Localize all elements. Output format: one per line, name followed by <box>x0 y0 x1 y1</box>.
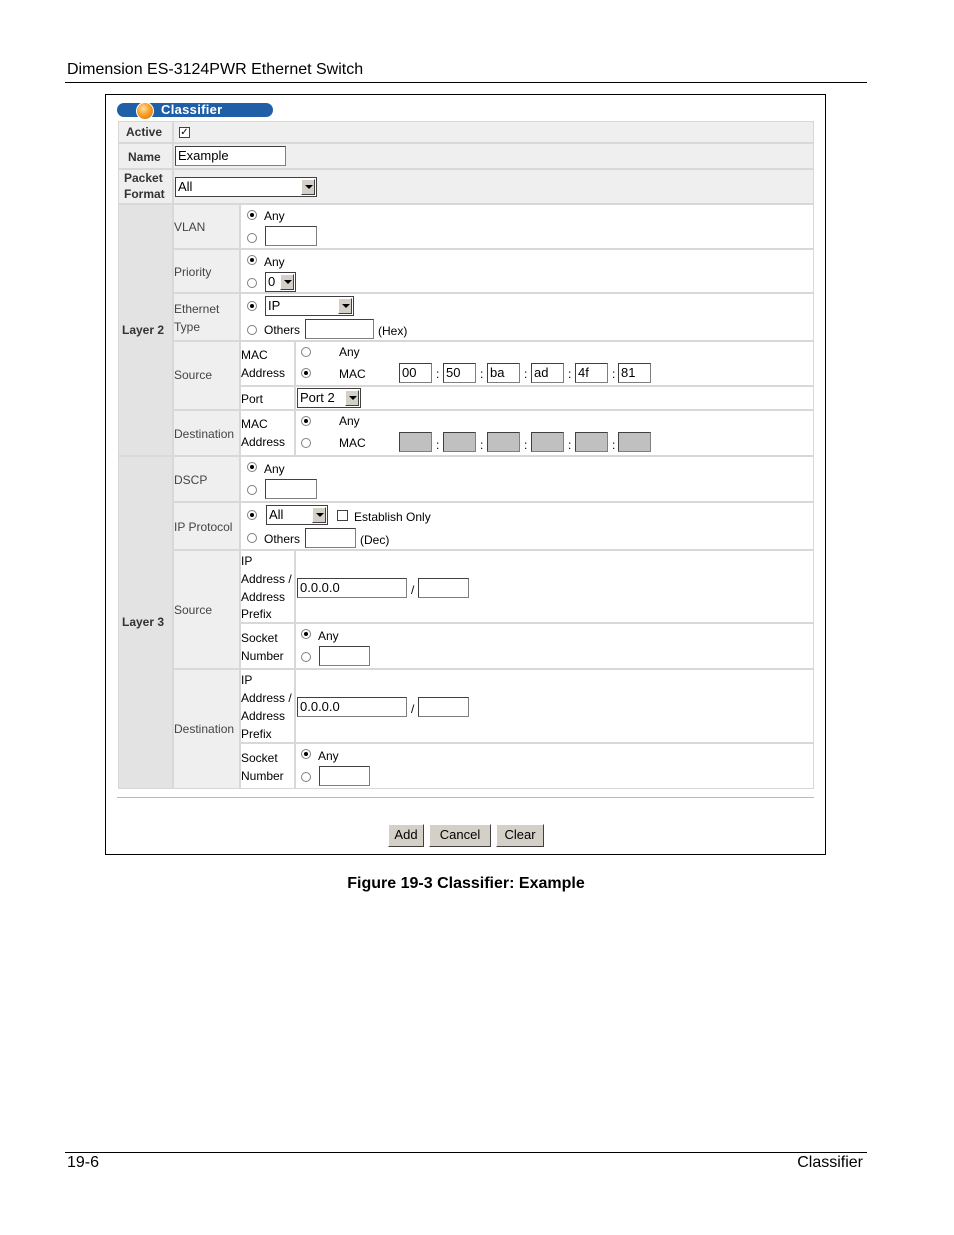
packet-format-value: All <box>178 179 193 194</box>
chevron-down-icon <box>312 507 326 523</box>
l2-src-mac-label-cell <box>240 341 295 386</box>
dscp-label: DSCP <box>174 473 208 487</box>
ethernet-type-others-input[interactable] <box>305 319 374 339</box>
ip-protocol-value-cell <box>240 502 814 550</box>
l3-destination-label: Destination <box>174 722 235 736</box>
src-port-select[interactable] <box>297 388 361 408</box>
l3-dst-ip-label-cell <box>240 669 295 743</box>
packet-format-value-cell <box>173 169 814 204</box>
l3-src-socket-label-2: Number <box>241 649 284 663</box>
active-label-cell <box>118 121 173 143</box>
l3-src-socket-label-1: Socket <box>241 631 278 645</box>
src-mac-octet-6[interactable]: 81 <box>618 363 651 383</box>
l2-source-label: Source <box>174 368 213 382</box>
l2-src-mac-label-1: MAC <box>241 348 268 362</box>
l2-src-mac-mac-radio[interactable] <box>301 368 311 378</box>
layer2-group-cell <box>118 204 173 456</box>
src-socket-any-label: Any <box>318 629 339 643</box>
dec-label: (Dec) <box>360 533 390 547</box>
document-header: Dimension ES-3124PWR Ethernet Switch <box>67 61 364 78</box>
cancel-button[interactable]: Cancel <box>429 824 491 847</box>
packet-format-label-2: Format <box>124 187 165 201</box>
name-label-cell <box>118 143 173 169</box>
l3-dst-ip-value-cell <box>295 669 814 743</box>
mac-colon: : <box>436 367 440 381</box>
vlan-label-cell <box>173 204 240 249</box>
figure-caption: Figure 19-3 Classifier: Example <box>347 875 585 892</box>
vlan-label: VLAN <box>174 220 206 234</box>
vlan-value-cell <box>240 204 814 249</box>
name-value-cell <box>173 143 814 169</box>
l3-dst-ip-label-4: Prefix <box>241 727 272 741</box>
l3-src-ip-label-3: Address <box>241 590 286 604</box>
mac-colon: : <box>568 367 572 381</box>
src-prefix-input[interactable] <box>418 578 469 598</box>
establish-only-label: Establish Only <box>354 510 431 524</box>
chevron-down-icon <box>345 390 359 406</box>
mac-colon: : <box>436 438 440 452</box>
src-mac-octet-3[interactable]: ba <box>487 363 520 383</box>
ip-protocol-others-label: Others <box>264 532 301 546</box>
dst-mac-octet-4[interactable] <box>531 432 564 452</box>
ip-protocol-value: All <box>269 507 284 522</box>
l2-dst-mac-value-cell <box>295 410 814 456</box>
hex-label: (Hex) <box>378 324 408 338</box>
ethernet-type-others-radio[interactable] <box>247 325 257 335</box>
dscp-any-label: Any <box>264 462 285 476</box>
l3-dst-socket-label-1: Socket <box>241 751 278 765</box>
priority-label: Priority <box>174 265 212 279</box>
priority-label-cell <box>173 249 240 293</box>
priority-custom-radio[interactable] <box>247 278 257 288</box>
dst-mac-octet-2[interactable] <box>443 432 476 452</box>
ethernet-type-ip-radio[interactable] <box>247 301 257 311</box>
dst-socket-any-radio[interactable] <box>301 749 311 759</box>
header-rule <box>65 82 867 83</box>
l3-source-label-cell <box>173 550 240 669</box>
ethernet-type-label-1: Ethernet <box>174 302 220 316</box>
src-mac-octet-1[interactable]: 00 <box>399 363 432 383</box>
ethernet-type-select[interactable] <box>265 296 354 316</box>
dscp-label-cell <box>173 456 240 502</box>
mac-colon: : <box>612 438 616 452</box>
src-mac-octet-4[interactable]: ad <box>531 363 564 383</box>
orange-ball-icon <box>136 102 154 120</box>
dst-mac-octet-1[interactable] <box>399 432 432 452</box>
chevron-down-icon <box>338 298 352 314</box>
dst-mac-octet-6[interactable] <box>618 432 651 452</box>
l2-dst-mac-label-cell <box>240 410 295 456</box>
ip-protocol-others-radio[interactable] <box>247 533 257 543</box>
src-port-value: Port 2 <box>300 390 335 405</box>
dst-socket-custom-radio[interactable] <box>301 772 311 782</box>
ethernet-type-label-cell <box>173 293 240 341</box>
ip-protocol-select[interactable] <box>266 505 328 525</box>
l2-src-mac-mac-label: MAC <box>339 367 366 381</box>
l2-src-port-label-cell <box>240 386 295 410</box>
layer3-group-cell <box>118 456 173 789</box>
l2-dst-mac-mac-label: MAC <box>339 436 366 450</box>
dscp-input[interactable] <box>265 479 317 499</box>
l2-src-mac-value-cell <box>295 341 814 386</box>
l3-src-socket-value-cell <box>295 623 814 669</box>
dst-prefix-input[interactable] <box>418 697 469 717</box>
l2-dst-mac-label-1: MAC <box>241 417 268 431</box>
l3-dst-ip-label-2: Address / <box>241 691 292 705</box>
layer2-label: Layer 2 <box>122 323 165 337</box>
l3-dst-socket-label-2: Number <box>241 769 284 783</box>
page-number: 19-6 <box>67 1154 100 1171</box>
vlan-input[interactable] <box>265 226 317 246</box>
packet-format-label-cell <box>118 169 173 204</box>
dst-socket-input[interactable] <box>319 766 370 786</box>
dst-mac-octet-3[interactable] <box>487 432 520 452</box>
mac-colon: : <box>524 438 528 452</box>
l2-dst-mac-any-radio[interactable] <box>301 416 311 426</box>
l2-src-port-value-cell <box>295 386 814 410</box>
src-mac-octet-5[interactable]: 4f <box>575 363 608 383</box>
ip-protocol-others-input[interactable] <box>305 528 356 548</box>
packet-format-label-1: Packet <box>124 171 163 185</box>
l2-src-mac-any-label: Any <box>339 345 360 359</box>
mac-colon: : <box>480 367 484 381</box>
dscp-custom-radio[interactable] <box>247 485 257 495</box>
l3-src-ip-label-2: Address / <box>241 572 292 586</box>
vlan-custom-radio[interactable] <box>247 233 257 243</box>
src-socket-input[interactable] <box>319 646 370 666</box>
l2-dst-mac-mac-radio[interactable] <box>301 438 311 448</box>
ethernet-type-value-cell <box>240 293 814 341</box>
panel-title: Classifier <box>161 102 223 117</box>
src-socket-custom-radio[interactable] <box>301 652 311 662</box>
packet-format-select[interactable] <box>175 177 317 197</box>
l3-src-ip-value-cell <box>295 550 814 623</box>
button-separator <box>117 797 814 798</box>
dscp-any-radio[interactable] <box>247 462 257 472</box>
priority-value: 0 <box>268 274 276 289</box>
l3-destination-label-cell <box>173 669 240 789</box>
dst-socket-any-label: Any <box>318 749 339 763</box>
dscp-value-cell <box>240 456 814 502</box>
dst-ip-input[interactable]: 0.0.0.0 <box>297 697 407 717</box>
priority-any-label: Any <box>264 255 285 269</box>
l3-src-ip-label-1: IP <box>241 554 253 568</box>
slash-label: / <box>411 702 415 716</box>
clear-button[interactable]: Clear <box>496 824 544 847</box>
mac-colon: : <box>480 438 484 452</box>
ethernet-type-others-label: Others <box>264 323 301 337</box>
chapter-name: Classifier <box>797 1154 863 1171</box>
mac-colon: : <box>524 367 528 381</box>
name-label: Name <box>128 150 161 164</box>
src-ip-input[interactable]: 0.0.0.0 <box>297 578 407 598</box>
footer-rule <box>65 1152 867 1153</box>
mac-colon: : <box>568 438 572 452</box>
l3-dst-ip-label-1: IP <box>241 673 253 687</box>
src-mac-octet-2[interactable]: 50 <box>443 363 476 383</box>
establish-only-checkbox[interactable] <box>337 510 348 521</box>
l2-src-mac-any-radio[interactable] <box>301 347 311 357</box>
add-button[interactable]: Add <box>388 824 424 847</box>
active-checkbox[interactable]: ✓ <box>180 127 189 138</box>
l3-src-ip-label-4: Prefix <box>241 607 272 621</box>
l3-src-ip-label-cell <box>240 550 295 623</box>
name-input[interactable]: Example <box>175 146 286 166</box>
l2-source-label-cell <box>173 341 240 410</box>
priority-value-cell <box>240 249 814 293</box>
l3-dst-ip-label-3: Address <box>241 709 286 723</box>
src-socket-any-radio[interactable] <box>301 629 311 639</box>
l3-dst-socket-value-cell <box>295 743 814 789</box>
priority-any-radio[interactable] <box>247 255 257 265</box>
l2-dst-mac-any-label: Any <box>339 414 360 428</box>
active-value-cell <box>173 121 814 143</box>
l2-destination-label: Destination <box>174 427 235 441</box>
dst-mac-octet-5[interactable] <box>575 432 608 452</box>
chevron-down-icon <box>280 274 294 290</box>
ip-protocol-label: IP Protocol <box>174 520 233 534</box>
priority-select[interactable] <box>265 272 296 292</box>
slash-label: / <box>411 583 415 597</box>
vlan-any-radio[interactable] <box>247 210 257 220</box>
l3-dst-socket-label-cell <box>240 743 295 789</box>
l2-dst-mac-label-2: Address <box>241 435 286 449</box>
l3-src-socket-label-cell <box>240 623 295 669</box>
l3-source-label: Source <box>174 603 213 617</box>
l2-src-port-label: Port <box>241 392 264 406</box>
l2-destination-label-cell <box>173 410 240 456</box>
layer3-label: Layer 3 <box>122 615 165 629</box>
active-label: Active <box>126 125 163 139</box>
chevron-down-icon <box>301 179 315 195</box>
ethernet-type-value: IP <box>268 298 281 313</box>
ip-protocol-select-radio[interactable] <box>247 510 257 520</box>
l2-src-mac-label-2: Address <box>241 366 286 380</box>
vlan-any-label: Any <box>264 209 285 223</box>
ip-protocol-label-cell <box>173 502 240 550</box>
mac-colon: : <box>612 367 616 381</box>
ethernet-type-label-2: Type <box>174 320 201 334</box>
